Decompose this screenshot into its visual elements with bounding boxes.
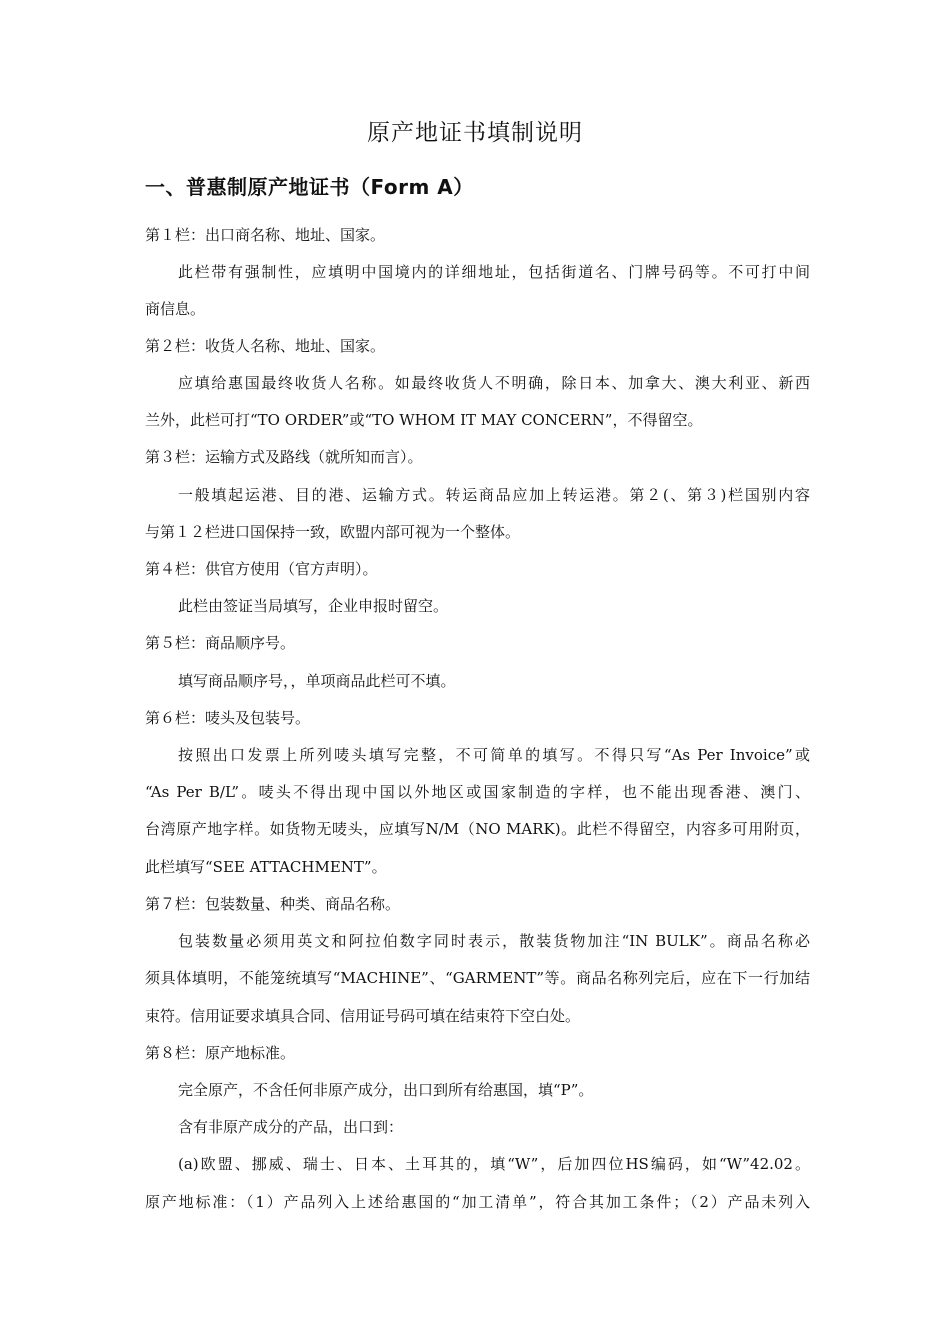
paragraph-line: 完全原产，不含任何非原产成分，出口到所有给惠国，填“P”。 xyxy=(178,1081,594,1099)
paragraph-line: 与第１２栏进口国保持一致，欧盟内部可视为一个整体。 xyxy=(145,523,521,541)
paragraph-line: 此栏由签证当局填写，企业申报时留空。 xyxy=(178,597,449,615)
paragraph-line: 第７栏：包装数量、种类、商品名称。 xyxy=(145,895,401,913)
paragraph-line: 商信息。 xyxy=(145,300,206,318)
paragraph-line: 兰外，此栏可打“TO ORDER”或“TO WHOM IT MAY CONCERN”，不得留空。 xyxy=(145,411,703,429)
paragraph-line: 包装数量必须用英文和阿拉伯数字同时表示，散装货物加注“IN BULK”。商品名称必 xyxy=(178,932,810,950)
paragraph-line: 第８栏：原产地标准。 xyxy=(145,1044,296,1062)
document-title: 原产地证书填制说明 xyxy=(367,120,583,146)
paragraph-line: 须具体填明，不能笼统填写“MACHINE”、“GARMENT”等。商品名称列完后，应在下一行加结 xyxy=(145,969,810,987)
paragraph-line: “As Per B/L”。唛头不得出现中国以外地区或国家制造的字样，也不能出现香港、澳门、 xyxy=(145,783,810,801)
paragraph-line: 第４栏：供官方使用（官方声明）。 xyxy=(145,560,378,578)
paragraph-line: 台湾原产地字样。如货物无唛头，应填写N/M（NO MARK)。此栏不得留空，内容多可用附页， xyxy=(145,820,810,838)
section-heading: 一、普惠制原产地证书（Form A） xyxy=(145,175,474,199)
paragraph-line: 填写商品顺序号，，单项商品此栏可不填。 xyxy=(178,672,456,690)
paragraph-line: 原产地标准：（1）产品列入上述给惠国的“加工清单”，符合其加工条件；（2）产品未列入 xyxy=(145,1193,810,1211)
paragraph-line: 束符。信用证要求填具合同、信用证号码可填在结束符下空白处。 xyxy=(145,1007,581,1025)
paragraph-line: 此栏带有强制性，应填明中国境内的详细地址，包括街道名、门牌号码等。不可打中间 xyxy=(178,263,810,281)
paragraph-line: 含有非原产成分的产品，出口到： xyxy=(178,1118,404,1136)
paragraph-line: (a)欧盟、挪威、瑞士、日本、土耳其的，填“W”，后加四位HS编码，如“W”42.02。 xyxy=(178,1155,810,1173)
paragraph-line: 第１栏：出口商名称、地址、国家。 xyxy=(145,226,386,244)
paragraph-line: 此栏填写“SEE ATTACHMENT”。 xyxy=(145,858,387,876)
paragraph-line: 第３栏：运输方式及路线（就所知而言）。 xyxy=(145,448,423,466)
paragraph-line: 第６栏：唛头及包装号。 xyxy=(145,709,311,727)
paragraph-line: 第２栏：收货人名称、地址、国家。 xyxy=(145,337,386,355)
paragraph-line: 按照出口发票上所列唛头填写完整，不可简单的填写。不得只写“As Per Invoice”或 xyxy=(178,746,810,764)
paragraph-line: 应填给惠国最终收货人名称。如最终收货人不明确，除日本、加拿大、澳大利亚、新西 xyxy=(178,374,810,392)
paragraph-line: 第５栏：商品顺序号。 xyxy=(145,634,296,652)
paragraph-line: 一般填起运港、目的港、运输方式。转运商品应加上转运港。第２(、第３)栏国别内容 xyxy=(178,486,810,504)
